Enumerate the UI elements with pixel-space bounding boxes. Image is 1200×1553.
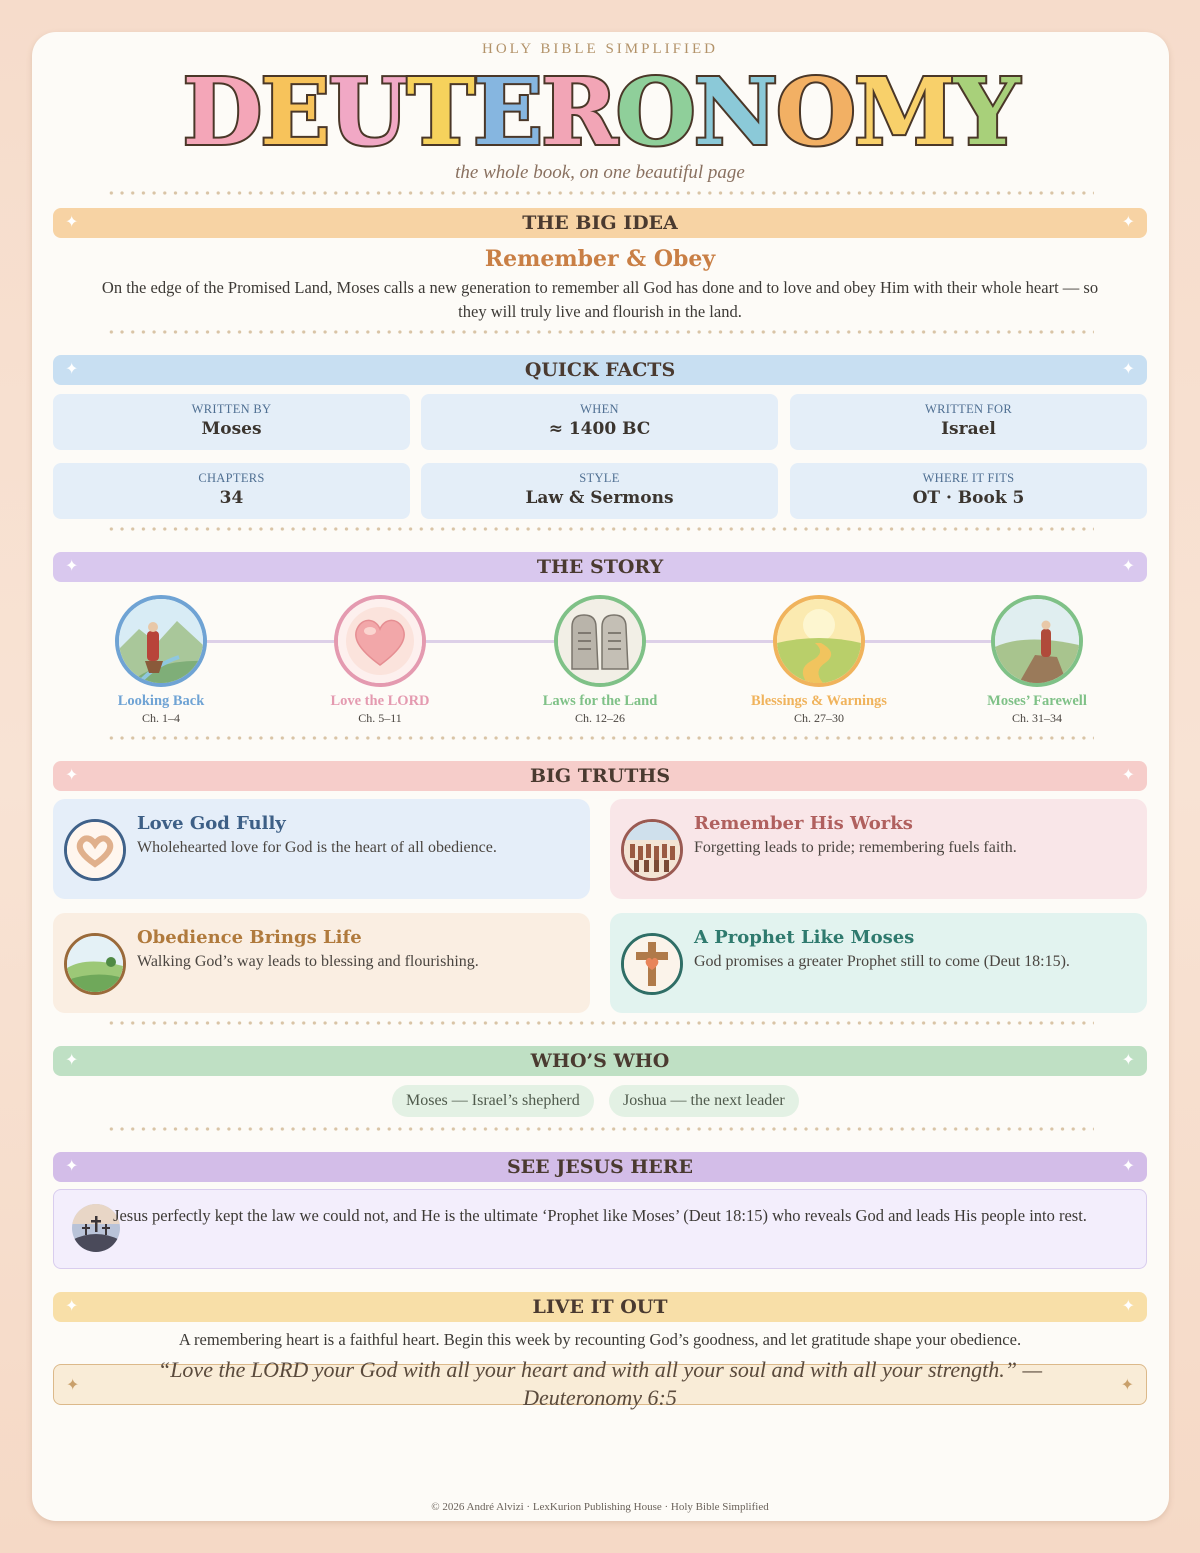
truth-title: A Prophet Like Moses <box>694 927 915 948</box>
series-kicker: HOLY BIBLE SIMPLIFIED <box>482 41 718 57</box>
truth-a-prophet-like-moses <box>610 913 1147 1013</box>
fact-chapters <box>53 463 410 519</box>
title-letter: R <box>541 58 616 166</box>
golden-road-icon <box>773 595 865 687</box>
story-stop-chapters: Ch. 12–26 <box>574 711 625 725</box>
see-jesus-box <box>53 1189 1147 1269</box>
sparkle-icon: ✦ <box>65 556 79 575</box>
sparkle-icon: ✦ <box>65 1296 79 1315</box>
green-hills-icon <box>64 933 126 995</box>
band-title: WHO’S WHO <box>530 1050 670 1072</box>
band-whos-who <box>53 1046 1147 1076</box>
sparkle-icon: ✦ <box>65 212 79 231</box>
fact-written-for <box>790 394 1147 450</box>
sparkle-icon: ✦ <box>65 359 79 378</box>
band-title: THE STORY <box>536 556 664 578</box>
fact-label: WRITTEN FOR <box>925 402 1012 416</box>
band-title: SEE JESUS HERE <box>506 1156 694 1178</box>
sparkle-icon: ✦ <box>1121 1050 1135 1069</box>
story-stop-love-the-lord <box>280 595 480 726</box>
band-title: LIVE IT OUT <box>532 1296 668 1318</box>
story-stop-moses-farewell <box>937 595 1137 726</box>
big-idea-heading: Remember & Obey <box>484 246 716 272</box>
live-it-out-body: A remembering heart is a faithful heart. Begin this week by recounting God’s goodness, and let gratitude shape your obedience. <box>178 1330 1022 1349</box>
heart-hands-icon <box>64 819 126 881</box>
truth-obedience-brings-life <box>53 913 590 1013</box>
story-stop-laws-for-the-land <box>500 595 700 726</box>
fact-when <box>421 394 778 450</box>
fact-written-by <box>53 394 410 450</box>
title-letter: N <box>693 58 776 166</box>
sparkle-icon: ✦ <box>1120 1375 1134 1394</box>
story-stop-chapters: Ch. 31–34 <box>1011 711 1062 725</box>
story-stop-looking-back <box>61 595 261 726</box>
truth-love-god-fully <box>53 799 590 899</box>
title-letter: O <box>615 58 694 166</box>
story-stop-name: Blessings & Warnings <box>751 693 887 709</box>
band-title: QUICK FACTS <box>524 359 676 381</box>
band-title: BIG TRUTHS <box>529 765 671 787</box>
sparkle-icon: ✦ <box>65 1050 79 1069</box>
fact-label: WRITTEN BY <box>191 402 272 416</box>
marching-people-icon <box>621 819 683 881</box>
heart-icon <box>334 595 426 687</box>
fact-label: CHAPTERS <box>198 471 265 485</box>
dotted-divider <box>106 1127 1094 1131</box>
stone-tablets-icon <box>554 595 646 687</box>
story-stop-name: Love the LORD <box>330 693 430 709</box>
story-stop-chapters: Ch. 5–11 <box>358 711 402 725</box>
truth-title: Obedience Brings Life <box>137 927 362 948</box>
truth-title: Remember His Works <box>694 813 913 834</box>
sparkle-icon: ✦ <box>1121 1156 1135 1175</box>
title-letter: D <box>182 58 261 166</box>
dotted-divider <box>106 330 1094 334</box>
dotted-divider <box>106 1021 1094 1025</box>
sparkle-icon: ✦ <box>1121 556 1135 575</box>
fact-label: STYLE <box>579 471 620 485</box>
band-the-story <box>53 552 1147 582</box>
story-stop-name: Looking Back <box>117 693 205 709</box>
story-stop-chapters: Ch. 1–4 <box>141 711 180 725</box>
fact-value: Moses <box>201 419 262 439</box>
copyright-footer: © 2026 André Alvizi · LexKurion Publishing House · Holy Bible Simplified <box>431 1501 769 1513</box>
fact-value: ≈ 1400 BC <box>548 419 651 439</box>
fact-value: Law & Sermons <box>525 488 674 508</box>
dotted-divider <box>106 736 1094 740</box>
memory-verse: “Love the LORD your God with all your heart and with all your soul and with all your strength.” — Deuteronomy 6:5 <box>157 1357 1043 1410</box>
band-big-truths <box>53 761 1147 791</box>
sparkle-icon: ✦ <box>1121 212 1135 231</box>
sparkle-icon: ✦ <box>65 1156 79 1175</box>
sparkle-icon: ✦ <box>66 1375 80 1394</box>
fact-style <box>421 463 778 519</box>
title-letter: T <box>406 58 474 166</box>
title-letter: O <box>775 58 855 166</box>
story-stop-chapters: Ch. 27–30 <box>793 711 844 725</box>
book-title <box>0 58 1200 166</box>
title-letter: M <box>854 58 954 166</box>
sparkle-icon: ✦ <box>65 765 79 784</box>
fact-value: Israel <box>941 419 996 439</box>
subtitle: the whole book, on one beautiful page <box>455 162 745 183</box>
truth-title: Love God Fully <box>137 813 286 834</box>
dotted-divider <box>106 191 1094 195</box>
sparkle-icon: ✦ <box>1121 765 1135 784</box>
fact-label: WHERE IT FITS <box>922 471 1015 485</box>
band-quick-facts <box>53 355 1147 385</box>
sparkle-icon: ✦ <box>1121 1296 1135 1315</box>
truth-remember-his-works <box>610 799 1147 899</box>
cross-heart-icon <box>621 933 683 995</box>
truth-desc: Walking God’s way leads to blessing and flourishing. <box>137 953 479 970</box>
band-big-idea <box>53 208 1147 238</box>
moses-on-mountain-icon <box>991 595 1083 687</box>
title-letter: Y <box>953 58 1018 166</box>
band-title: THE BIG IDEA <box>522 212 678 234</box>
truth-desc: Forgetting leads to pride; remembering fuels faith. <box>694 839 1017 856</box>
story-stop-name: Moses’ Farewell <box>987 693 1087 709</box>
dotted-divider <box>106 527 1094 531</box>
fact-where-it-fits <box>790 463 1147 519</box>
band-see-jesus-here <box>53 1152 1147 1182</box>
person-pill-joshua: Joshua — the next leader <box>609 1085 799 1117</box>
fact-value: OT · Book 5 <box>912 488 1025 508</box>
band-live-it-out <box>53 1292 1147 1322</box>
title-letter: E <box>260 58 329 166</box>
truth-desc: God promises a greater Prophet still to come (Deut 18:15). <box>694 953 1070 970</box>
moses-looking-back-icon <box>115 595 207 687</box>
see-jesus-body: Jesus perfectly kept the law we could not, and He is the ultimate ‘Prophet like Moses’ (Deut 18:15) who reveals God and leads His people into rest. <box>113 1206 1087 1225</box>
person-pill-moses: Moses — Israel’s shepherd <box>392 1085 594 1117</box>
story-stop-name: Laws for the Land <box>542 693 658 709</box>
story-stop-blessings-warnings <box>719 595 919 726</box>
fact-label: WHEN <box>580 402 619 416</box>
title-letter: E <box>473 58 542 166</box>
fact-value: 34 <box>219 488 244 508</box>
title-letter: U <box>328 58 407 166</box>
truth-desc: Wholehearted love for God is the heart of all obedience. <box>137 839 497 856</box>
sparkle-icon: ✦ <box>1121 359 1135 378</box>
big-idea-body: On the edge of the Promised Land, Moses calls a new generation to remember all God has done and to love and obey Him with their whole heart — so they will truly live and flourish in the land. <box>101 278 1099 321</box>
